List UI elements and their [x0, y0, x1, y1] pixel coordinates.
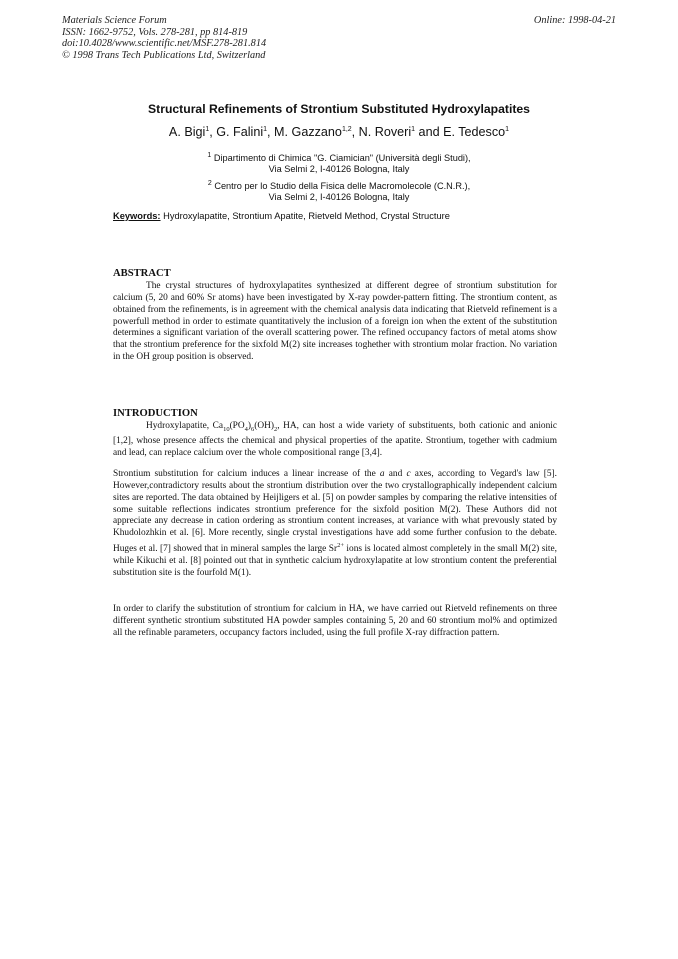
author-affiliation-mark: 1,2	[341, 125, 352, 133]
author-affiliation-mark: 1	[205, 125, 210, 133]
author-name: A. Bigi	[168, 125, 206, 139]
affiliation-address: Via Selmi 2, I-40126 Bologna, Italy	[268, 164, 410, 175]
subscript: 2	[273, 425, 278, 433]
author-name: and E. Tedesco	[415, 125, 506, 139]
axis-symbol: a	[379, 469, 385, 479]
author-name: , N. Roveri	[351, 125, 412, 139]
introduction-paragraph-2	[113, 469, 557, 580]
subscript: 6	[251, 425, 255, 433]
body-text: and	[384, 469, 407, 479]
body-text: axes, according to Vegard's law [5]. However,contradictory results about the strontium distribution over the two crystallographically independent calcium sites are reported. The data obtained by Heijligers et al. [5] on powder samples by comparing the relative intensities of some suitable reflections indicates strontium preference for the sixfold position M(2). These Authors did not appreciate any decrease in cation ordering as strontium content increases, at variance with what prevously stated by Khudolozhkin et al. [6]. More recently, single crystal investigations have add some further confusion to the debate. Huges et al. [7] showed that in mineral samples the large Sr	[113, 469, 557, 555]
author-list	[0, 125, 678, 139]
body-text: ions is located almost completely in the small M(2) site, while Kikuchi et al. [8] pointed out that in synthetic calcium hydroxylapatite at low strontium content the preferential substitution site is the fourfold M(1).	[113, 544, 558, 578]
affiliation-address: Via Selmi 2, I-40126 Bologna, Italy	[268, 192, 410, 203]
online-date: Online: 1998-04-21	[533, 15, 616, 26]
introduction-paragraph-3: In order to clarify the substitution of strontium for calcium in HA, we have carried out Rietveld refinements on three different synthetic strontium substituted HA powder samples containing 5, 20 and 60 strontium mol% and optimized all the refinable parameters, occupancy factors included, using the full profile X-ray diffraction pattern.	[113, 604, 557, 638]
issn-line: ISSN: 1662-9752, Vols. 278-281, pp 814-819	[62, 26, 248, 38]
publication-header	[62, 15, 618, 61]
introduction-heading: INTRODUCTION	[113, 408, 198, 419]
author-affiliation-mark: 1	[263, 125, 268, 133]
affiliation-mark: 2	[207, 180, 212, 187]
abstract-heading: ABSTRACT	[113, 268, 171, 279]
abstract-paragraph	[113, 281, 557, 364]
body-text: Strontium substitution for calcium induces a linear increase of the	[113, 469, 380, 479]
author-affiliation-mark: 1	[505, 125, 510, 133]
subscript: 10	[223, 425, 230, 433]
body-text: (OH)	[254, 421, 274, 431]
body-text: )	[247, 421, 251, 431]
keywords-text: Hydroxylapatite, Strontium Apatite, Rietveld Method, Crystal Structure	[160, 211, 450, 221]
affiliation-1	[0, 150, 678, 176]
copyright-line: © 1998 Trans Tech Publications Ltd, Switzerland	[62, 49, 266, 61]
doi-line: doi:10.4028/www.scientific.net/MSF.278-281.814	[62, 38, 267, 50]
superscript: 2+	[337, 542, 344, 550]
journal-name: Materials Science Forum	[62, 15, 167, 26]
body-text: (PO	[229, 421, 245, 431]
affiliation-mark: 1	[207, 152, 212, 159]
author-name: , M. Gazzano	[267, 125, 342, 139]
abstract-text: The crystal structures of hydroxylapatites synthesized at different degree of strontium substitution for calcium (5, 20 and 60% Sr atoms) have been investigated by X-ray powder-pattern fitting. The strontium content, as obtained from the refinements, is in agreement with the chemical analysis data indicating that Rietveld refinement is a powerfull method in order to estimate quantitatively the inclusion of a foreign ion when the extent of the substitution determines a significant variation of the overall scattering power. The refined occupancy factors of metal atoms show that the strontium preference for the sixfold M(2) site increases toghether with strontium molar fraction. No variation in the OH group position is observed.	[113, 281, 557, 363]
body-text: Hydroxylapatite, Ca	[146, 421, 224, 431]
axis-symbol: c	[406, 469, 411, 479]
keywords-label: Keywords:	[113, 211, 161, 221]
author-affiliation-mark: 1	[411, 125, 416, 133]
subscript: 4	[244, 425, 248, 433]
introduction-paragraph-1	[113, 421, 557, 459]
affiliation-institution: Dipartimento di Chimica "G. Ciamician" (Università degli Studi),	[213, 153, 471, 164]
affiliation-institution: Centro per lo Studio della Fisica delle Macromolecole (C.N.R.),	[214, 181, 471, 192]
keywords-line	[113, 211, 450, 221]
author-name: , G. Falini	[209, 125, 264, 139]
body-text: , HA, can host a wide variety of substituents, both cationic and anionic [1,2], whose presence affects the chemical and physical properties of the apatite. Strontium, together with cadmium and lead, can replace calcium over the whole compositional range [3,4].	[113, 421, 557, 458]
paper-title: Structural Refinements of Strontium Substituted Hydroxylapatites	[148, 102, 530, 116]
affiliation-2	[0, 178, 678, 204]
